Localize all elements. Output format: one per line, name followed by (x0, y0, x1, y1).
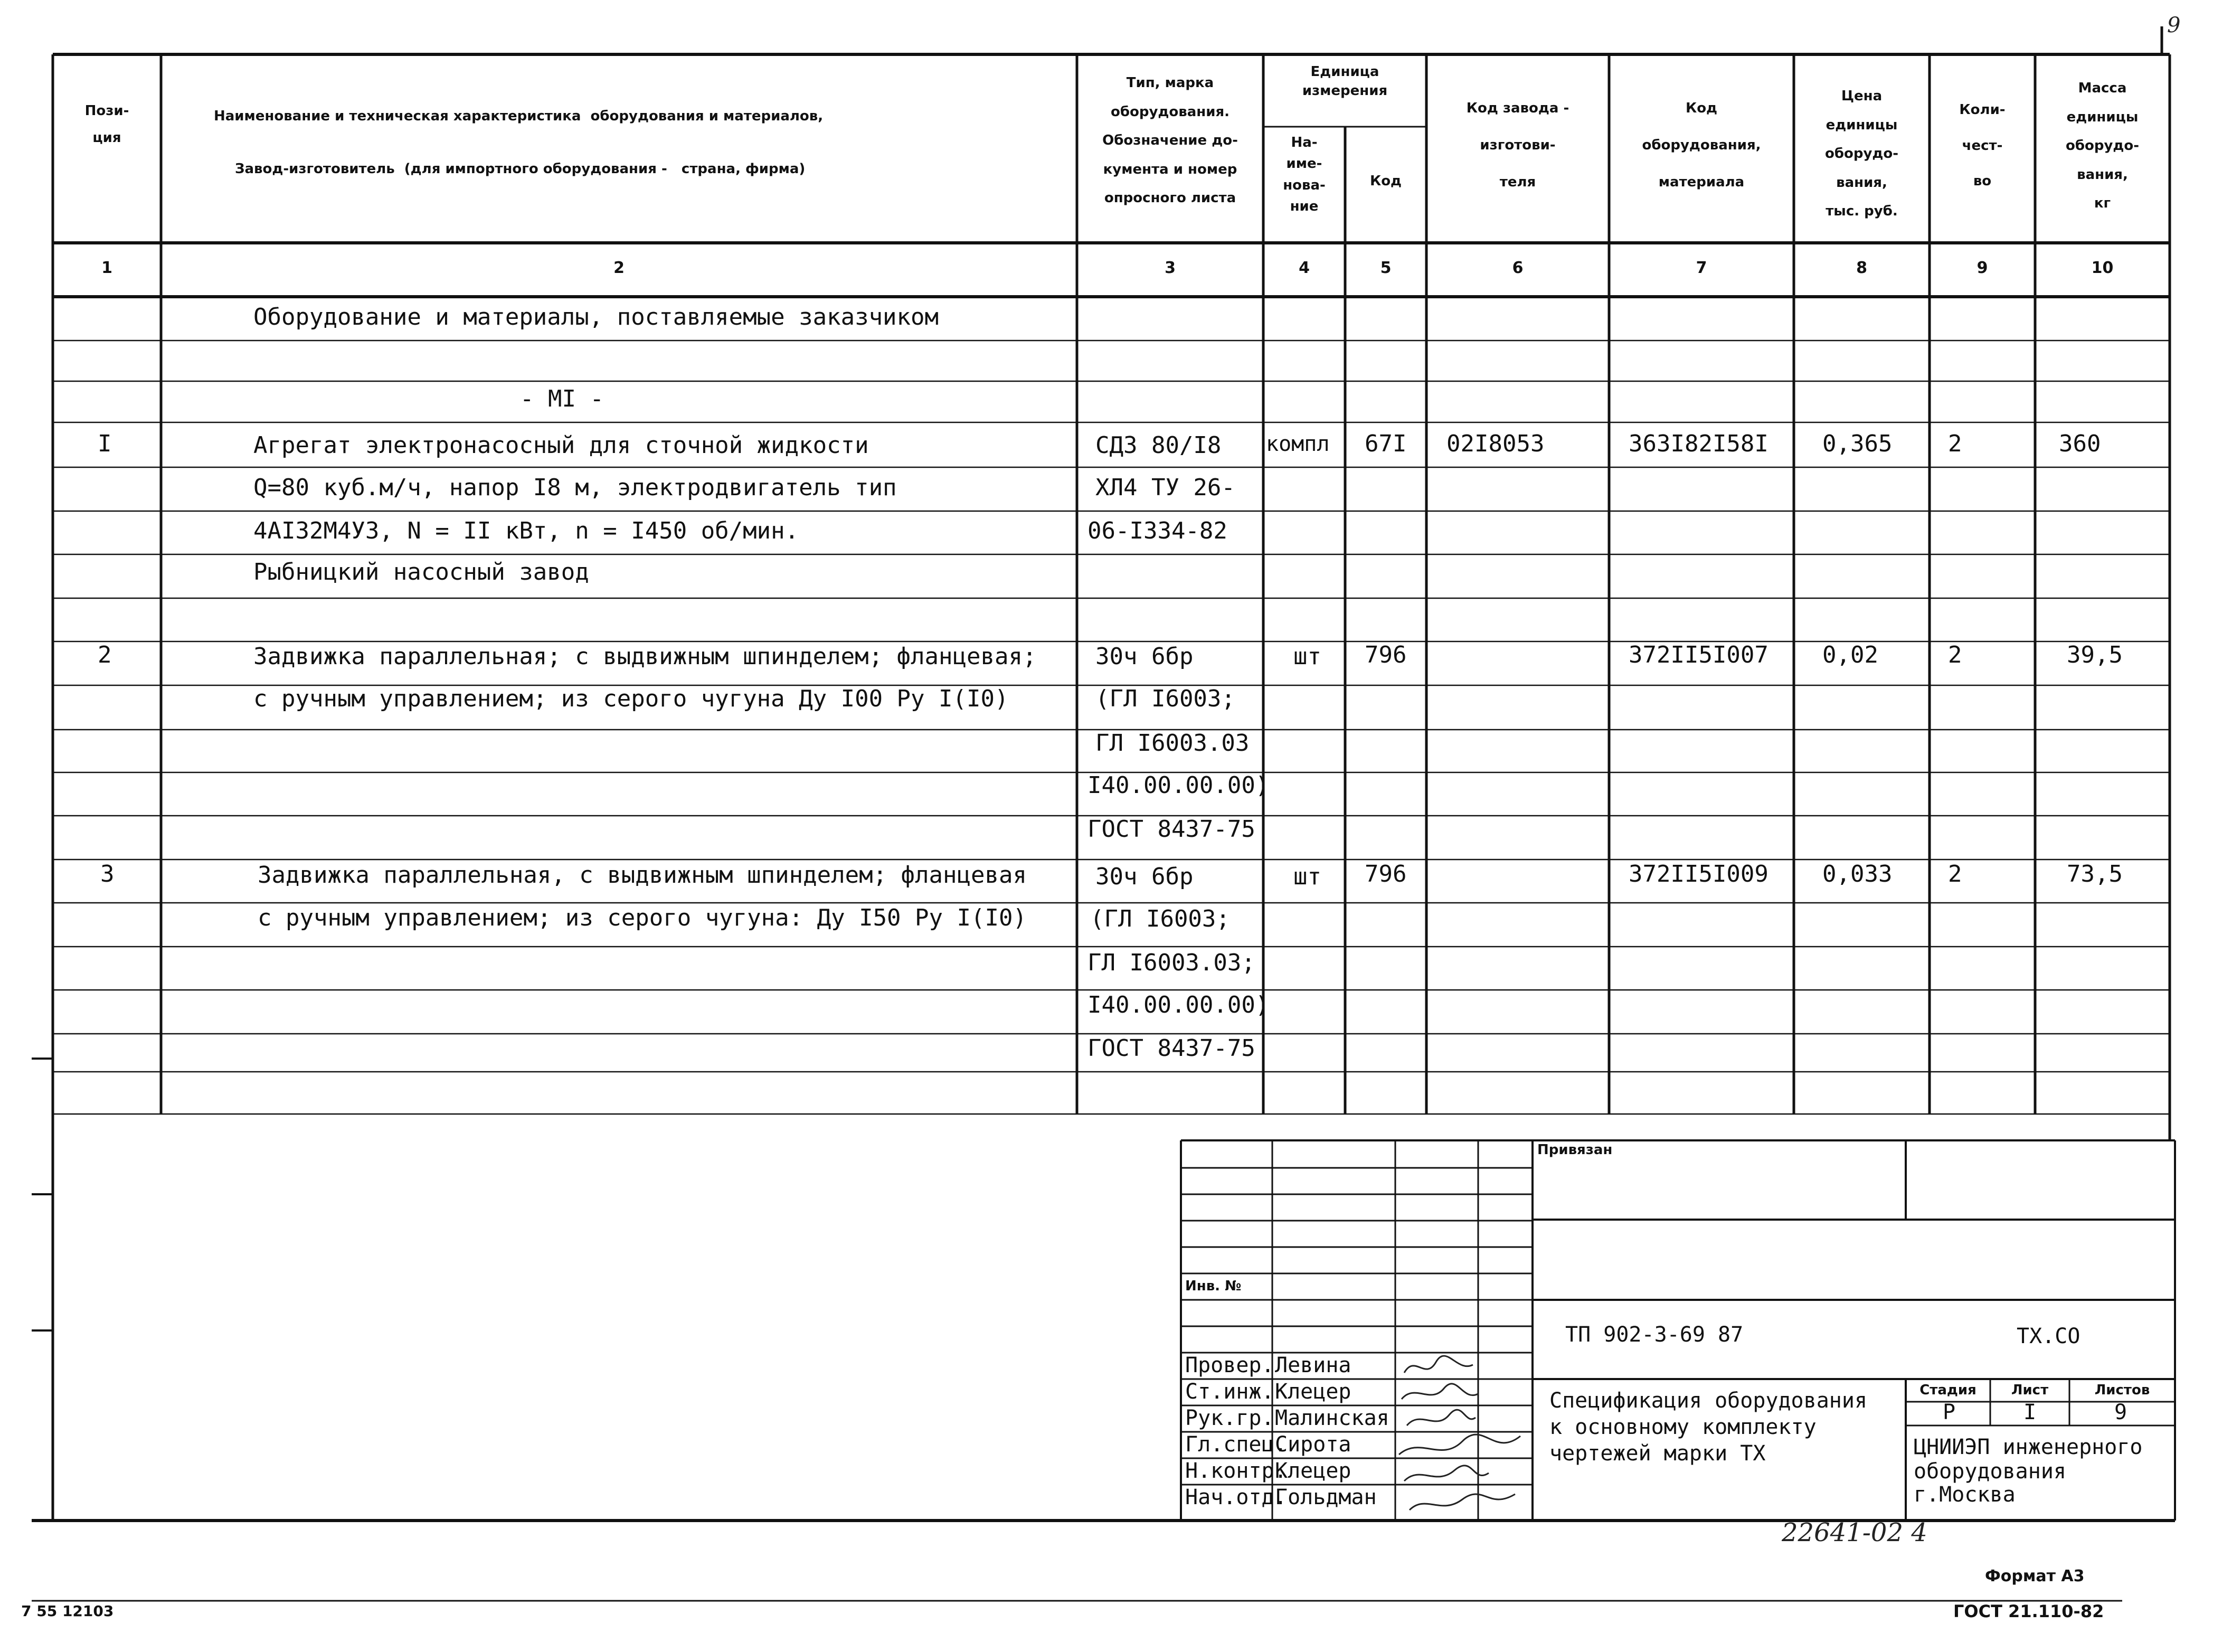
staff-role: Нач.отд. (1185, 1485, 1287, 1509)
gost-label: ГОСТ 21.110-82 (1953, 1601, 2104, 1621)
header-mass: Масса единицы оборудо- вания, кг (2065, 80, 2140, 212)
column-number: 6 (1512, 259, 1524, 277)
item-equip-code: 372II5I007 (1629, 641, 1768, 668)
sheet-label: Лист (2011, 1382, 2049, 1398)
item-name-line: Агрегат электронасосный для сточной жидкости (253, 432, 869, 459)
item-type-line: 30ч 6бр (1095, 643, 1194, 670)
sheet-value: I (2023, 1400, 2037, 1424)
item-unit: шт (1293, 863, 1321, 890)
print-code: 7 55 12103 (21, 1602, 114, 1620)
item-quantity: 2 (1948, 430, 1962, 457)
header-unit-name: На- име- нова- ние (1283, 135, 1326, 214)
column-number: 2 (613, 259, 625, 277)
item-price: 0,365 (1822, 430, 1893, 457)
column-number: 7 (1696, 259, 1707, 277)
column-number: 1 (101, 259, 112, 277)
staff-role: Рук.гр. (1185, 1406, 1274, 1430)
page-mark: 9 (2167, 13, 2181, 37)
sheets-label: Листов (2094, 1382, 2150, 1398)
item-name-line: с ручным управлением; из серого чугуна: Ду I50 Ру I(I0) (258, 904, 1027, 931)
item-unit: шт (1293, 643, 1321, 670)
stage-label: Стадия (1919, 1382, 1976, 1398)
item-type-line: 06-I334-82 (1087, 517, 1227, 544)
section-title: Оборудование и материалы, поставляемые заказчиком (253, 304, 939, 331)
item-type-line: (ГЛ I6003; (1095, 685, 1235, 712)
staff-name: Клецер (1275, 1380, 1351, 1404)
doc-title-line: к основному комплекту (1549, 1415, 1817, 1439)
item-type-line: ГОСТ 8437-75 (1087, 816, 1255, 843)
item-position: 3 (100, 861, 115, 888)
item-unit-code: 796 (1365, 641, 1407, 668)
header-name-line2: Завод-изготовитель (для импортного оборудования - страна, фирма) (235, 161, 806, 177)
column-number: 9 (1976, 259, 1988, 277)
item-type-line: 30ч 6бр (1095, 863, 1194, 890)
column-number: 8 (1856, 259, 1867, 277)
header-type: Тип, марка оборудования. Обозначение до- кумента и номер опросного листа (1102, 75, 1238, 206)
header-quantity: Коли- чест- во (1959, 102, 2006, 190)
item-type-line: ГЛ I6003.03; (1087, 949, 1255, 976)
item-price: 0,033 (1822, 861, 1893, 888)
privyazan-label: Привязан (1537, 1142, 1613, 1158)
header-factory-code: Код завода - изготови- теля (1466, 100, 1569, 191)
header-position: Пози- ция (84, 103, 129, 146)
archive-number: 22641-02 4 (1782, 1518, 1927, 1547)
item-factory-code: 02I8053 (1446, 430, 1545, 457)
item-mass: 39,5 (2067, 641, 2123, 668)
item-equip-code: 372II5I009 (1629, 861, 1768, 888)
item-type-line: I40.00.00.00) (1087, 992, 1270, 1018)
doc-title-line: чертежей марки ТХ (1549, 1441, 1766, 1466)
item-name-line: с ручным управлением; из серого чугуна Ду I00 Ру I(I0) (253, 685, 1009, 712)
item-quantity: 2 (1948, 861, 1962, 888)
staff-role: Гл.спец. (1185, 1432, 1287, 1457)
item-position: 2 (98, 641, 112, 668)
item-name-line: Задвижка параллельная, с выдвижным шпинделем; фланцевая (258, 862, 1027, 889)
item-type-line: I40.00.00.00) (1087, 772, 1270, 799)
staff-name: Клецер (1275, 1459, 1351, 1483)
format-label: Формат А3 (1985, 1567, 2085, 1585)
inventory-number-label: Инв. № (1185, 1278, 1242, 1294)
doc-title-line: Спецификация оборудования (1549, 1389, 1868, 1413)
item-equip-code: 363I82I58I (1629, 430, 1768, 457)
header-name-line1: Наименование и техническая характеристика оборудования и материалов, (214, 108, 824, 124)
item-type-line: ГОСТ 8437-75 (1087, 1035, 1255, 1062)
staff-role: Ст.инж. (1185, 1380, 1274, 1404)
staff-name: Малинская (1275, 1406, 1389, 1430)
column-number: 10 (2091, 259, 2114, 277)
header-equip-code: Код оборудования, материала (1642, 100, 1761, 191)
header-unit-group: Единица измерения (1302, 64, 1388, 99)
item-type-line: (ГЛ I6003; (1090, 905, 1230, 932)
item-price: 0,02 (1822, 641, 1878, 668)
item-name-line: Рыбницкий насосный завод (253, 559, 589, 586)
header-unit-code: Код (1369, 173, 1402, 189)
item-position: I (98, 430, 112, 457)
column-number: 3 (1165, 259, 1176, 277)
staff-name: Сирота (1275, 1432, 1351, 1457)
item-unit-code: 67I (1365, 430, 1407, 457)
item-name-line: Задвижка параллельная; с выдвижным шпинделем; фланцевая; (253, 643, 1037, 670)
staff-name: Левина (1275, 1353, 1351, 1377)
doc-mark: ТХ.СО (2017, 1324, 2080, 1348)
item-name-line: 4АI32М4У3, N = II кВт, n = I450 об/мин. (253, 517, 799, 544)
item-mass: 73,5 (2067, 861, 2123, 888)
column-number: 5 (1380, 259, 1392, 277)
header-price: Цена единицы оборудо- вания, тыс. руб. (1824, 88, 1899, 220)
item-type-line: СД3 80/I8 (1095, 432, 1222, 459)
item-type-line: ГЛ I6003.03 (1095, 730, 1250, 757)
signatures (1394, 1352, 1531, 1526)
subsection-title: - МI - (520, 385, 604, 412)
item-mass: 360 (2059, 430, 2101, 457)
item-type-line: ХЛ4 ТУ 26- (1095, 474, 1235, 501)
item-quantity: 2 (1948, 641, 1962, 668)
item-name-line: Q=80 куб.м/ч, напор I8 м, электродвигатель тип (253, 474, 897, 501)
stage-value: Р (1943, 1400, 1956, 1424)
item-unit: компл (1266, 432, 1330, 456)
item-unit-code: 796 (1365, 861, 1407, 888)
org-line: ЦНИИЭП инженерного (1914, 1435, 2143, 1459)
sheets-value: 9 (2114, 1400, 2127, 1424)
org-line: г.Москва (1914, 1483, 2016, 1507)
staff-name: Гольдман (1275, 1485, 1377, 1509)
org-line: оборудования (1914, 1459, 2066, 1484)
staff-role: Провер. (1185, 1353, 1274, 1377)
doc-code: ТП 902-3-69 87 (1565, 1323, 1744, 1347)
column-number: 4 (1299, 259, 1310, 277)
staff-role: Н.контр. (1185, 1459, 1287, 1483)
